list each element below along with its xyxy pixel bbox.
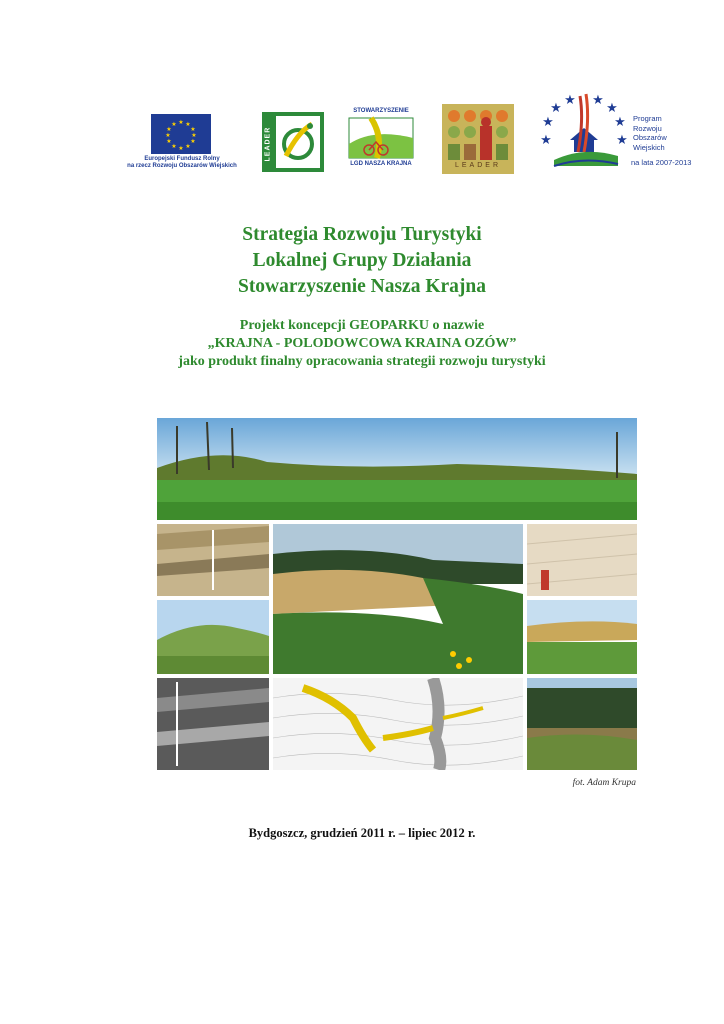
subtitle-line3: jako produkt finalny opracowania strategii rozwoju turystyki bbox=[178, 354, 546, 369]
svg-text:★: ★ bbox=[542, 115, 554, 130]
svg-text:★: ★ bbox=[616, 133, 628, 148]
svg-text:★: ★ bbox=[606, 101, 618, 116]
svg-text:★: ★ bbox=[178, 119, 184, 126]
prow-line4: Wiejskich bbox=[633, 142, 665, 152]
svg-text:★: ★ bbox=[190, 126, 196, 133]
photo-forest-meadow bbox=[527, 678, 637, 770]
subtitle-line2: „KRAJNA - POLODOWCOWA KRAINA OZÓW” bbox=[207, 336, 517, 351]
title-line2: Lokalnej Grupy Działania bbox=[252, 250, 472, 271]
photo-fields bbox=[527, 600, 637, 674]
leader-people-logo bbox=[442, 104, 514, 174]
subtitle-line1: Projekt koncepcji GEOPARKU o nazwie bbox=[239, 318, 485, 333]
leader2-text: LEADER bbox=[454, 162, 501, 169]
photo-map bbox=[273, 678, 523, 770]
eu-caption-line1: Europejski Fundusz Rolny bbox=[144, 156, 220, 162]
svg-text:★: ★ bbox=[185, 121, 191, 128]
title-line1: Strategia Rozwoju Turystyki bbox=[242, 224, 482, 245]
prow-years: na lata 2007-2013 bbox=[631, 158, 692, 167]
svg-text:★: ★ bbox=[185, 143, 191, 150]
leader-logo bbox=[262, 112, 324, 172]
svg-text:★: ★ bbox=[190, 138, 196, 145]
svg-text:★: ★ bbox=[165, 132, 171, 139]
eu-flag-logo bbox=[151, 114, 211, 154]
photo-sand-tool bbox=[527, 524, 637, 596]
svg-text:★: ★ bbox=[166, 138, 172, 145]
title-line3: Stowarzyszenie Nasza Krajna bbox=[237, 276, 487, 297]
photo-gravel-layers bbox=[157, 678, 269, 770]
svg-text:★: ★ bbox=[592, 93, 604, 108]
stowarzyszenie-logo bbox=[343, 108, 419, 172]
svg-text:★: ★ bbox=[171, 121, 177, 128]
svg-text:★: ★ bbox=[564, 93, 576, 108]
stowarzyszenie-top-text: STOWARZYSZENIE bbox=[353, 108, 409, 114]
prow-line1: Program bbox=[633, 114, 662, 123]
svg-text:★: ★ bbox=[191, 132, 197, 139]
photo-panorama bbox=[157, 418, 637, 520]
eu-caption bbox=[120, 156, 244, 170]
prow-line2: Rozwoju bbox=[633, 123, 662, 133]
svg-text:★: ★ bbox=[550, 101, 562, 116]
photo-sand-wall bbox=[157, 524, 269, 596]
photo-gravel-pit bbox=[273, 524, 523, 674]
svg-text:★: ★ bbox=[540, 133, 552, 148]
photo-hill bbox=[157, 600, 269, 674]
eu-stars-icon bbox=[151, 114, 211, 154]
photo-credit: fot. Adam Krupa bbox=[572, 778, 636, 788]
svg-text:★: ★ bbox=[614, 115, 626, 130]
eu-caption-line2: na rzecz Rozwoju Obszarów Wiejskich bbox=[127, 163, 237, 169]
svg-text:★: ★ bbox=[171, 143, 177, 150]
leader-vertical-text: LEADER bbox=[264, 126, 272, 162]
svg-text:★: ★ bbox=[166, 126, 172, 133]
stowarzyszenie-bottom-text: LGD NASZA KRAJNA bbox=[350, 161, 412, 167]
svg-text:★: ★ bbox=[178, 145, 184, 152]
prow-text bbox=[633, 114, 667, 152]
footer-place-date: Bydgoszcz, grudzień 2011 r. – lipiec 2012 r. bbox=[248, 826, 476, 840]
prow-line3: Obszarów bbox=[633, 133, 667, 142]
